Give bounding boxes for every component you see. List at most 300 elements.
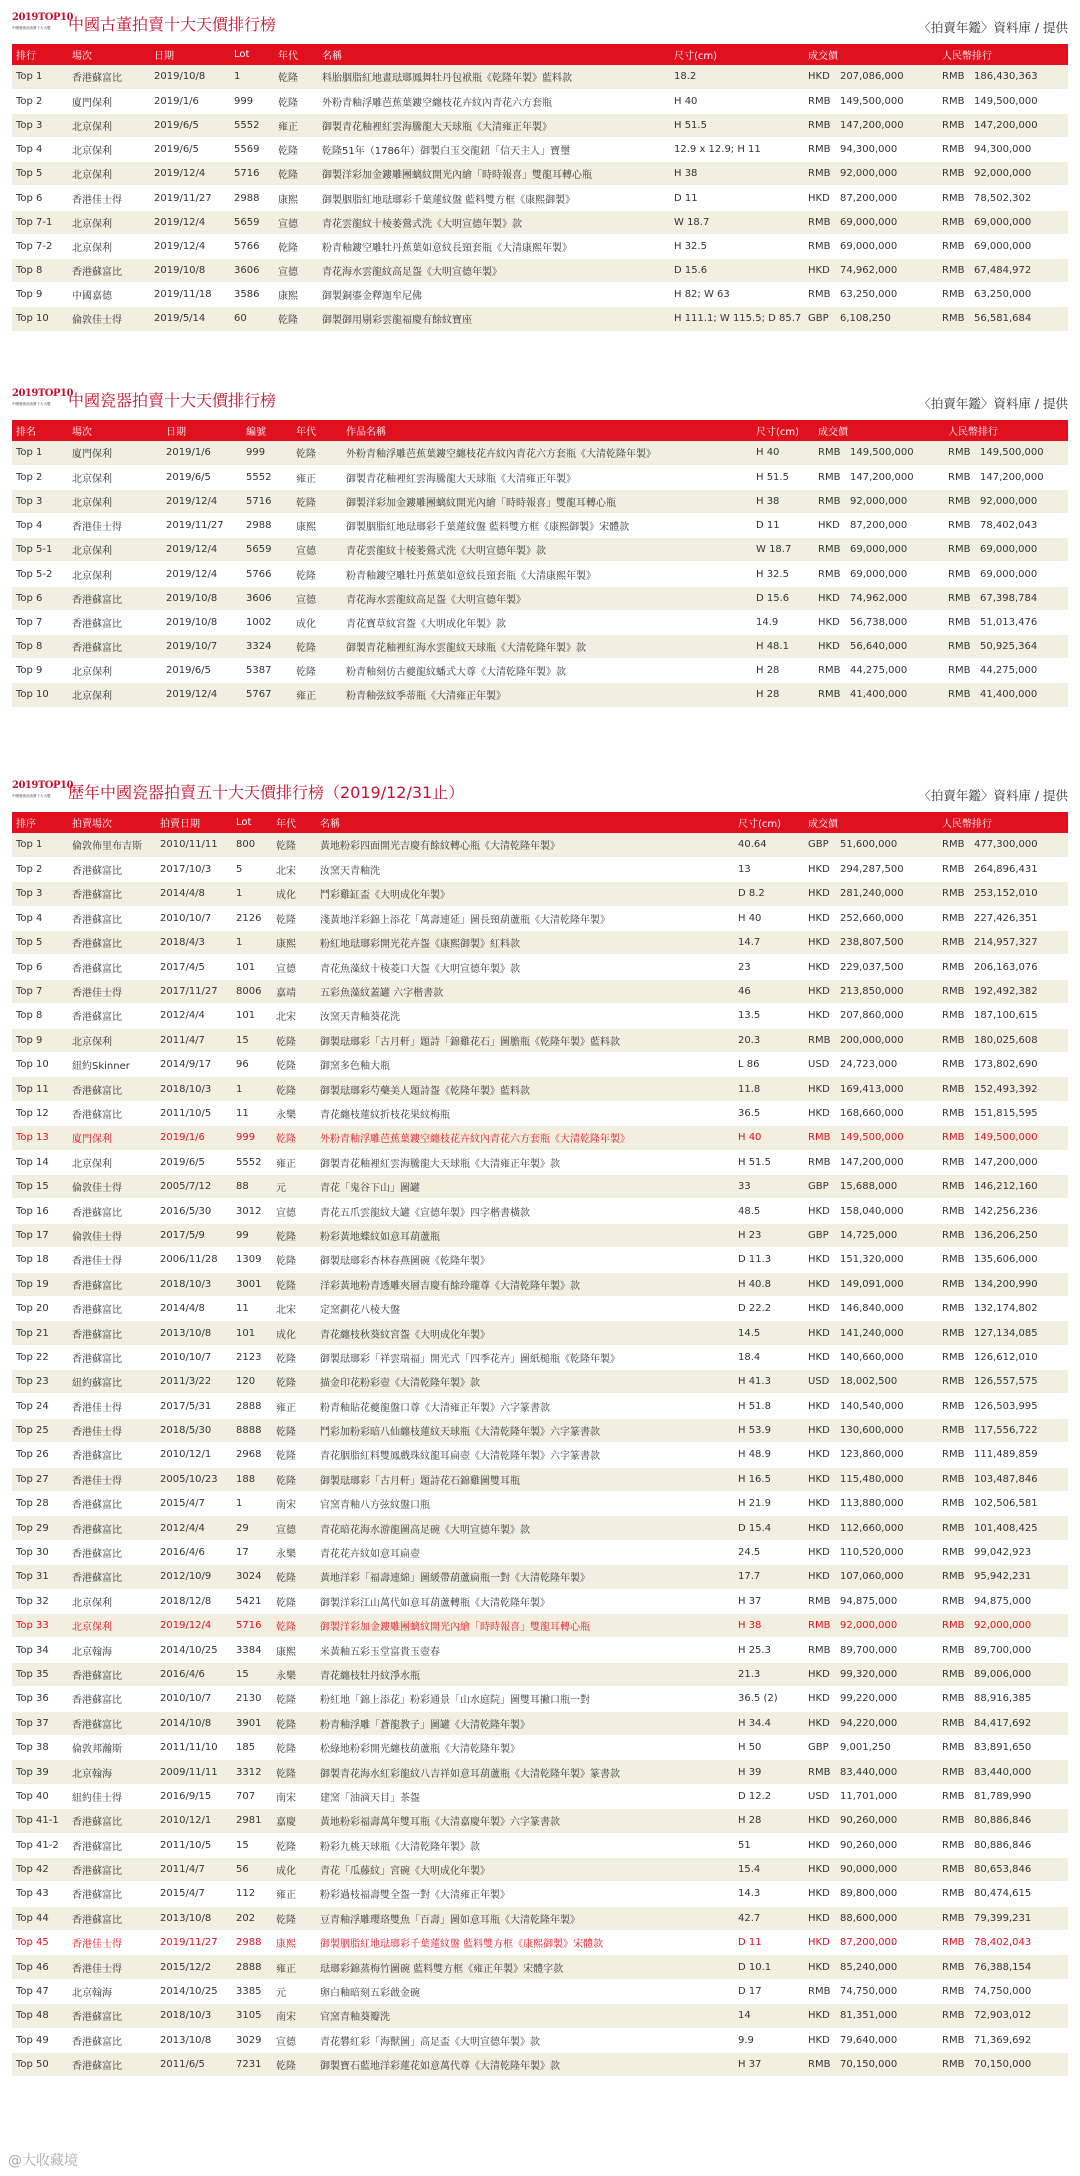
- cell-size: D 12.2: [734, 1784, 804, 1808]
- amount: 117,556,722: [974, 1425, 1038, 1437]
- cell-house: 香港蘇富比: [68, 1906, 156, 1930]
- cell-rank: Top 12: [12, 1101, 68, 1125]
- amount: 264,896,431: [974, 864, 1038, 876]
- cell-price: [804, 833, 938, 857]
- currency-code: RMB: [942, 1473, 965, 1485]
- table-row: [12, 1004, 1068, 1028]
- cell-house: 香港佳士得: [68, 979, 156, 1003]
- cell-rmb: [938, 1321, 1068, 1345]
- amount: 200,000,000: [840, 1034, 904, 1046]
- cell-era: 乾隆: [272, 1370, 316, 1394]
- amount: 69,000,000: [850, 568, 908, 580]
- cell-name: 官窯青釉八方弦紋盤口瓶: [316, 1492, 734, 1516]
- amount: 147,200,000: [840, 1156, 904, 1168]
- table-row: [12, 2053, 1068, 2077]
- amount: 9,001,250: [840, 1742, 891, 1754]
- cell-name: 御製洋彩加金鏤雕團螭紋開光內繪「時時報喜」雙龍耳轉心瓶: [316, 1614, 734, 1638]
- cell-lot: 2123: [232, 1345, 272, 1369]
- amount: 147,200,000: [974, 1156, 1038, 1168]
- currency-code: RMB: [948, 568, 971, 580]
- cell-size: H 111.1; W 115.5; D 85.7: [670, 307, 804, 331]
- column-header: 成交價: [814, 420, 944, 441]
- cell-size: H 51.5: [752, 465, 814, 489]
- cell-lot: 56: [232, 1857, 272, 1881]
- currency-code: USD: [808, 1059, 830, 1071]
- cell-rank: Top 47: [12, 1979, 68, 2003]
- cell-era: 永樂: [272, 1540, 316, 1564]
- cell-rmb: [938, 1394, 1068, 1418]
- cell-era: 北宋: [272, 857, 316, 881]
- cell-size: 9.9: [734, 2028, 804, 2052]
- cell-house: 北京保利: [68, 489, 162, 513]
- logo-top: TOP10: [37, 388, 73, 399]
- cell-rank: Top 5: [12, 162, 68, 186]
- cell-rank: Top 11: [12, 1077, 68, 1101]
- cell-rmb: [938, 1931, 1068, 1955]
- cell-era: 康熙: [272, 931, 316, 955]
- amount: 92,000,000: [840, 1620, 898, 1632]
- cell-size: 46: [734, 979, 804, 1003]
- cell-lot: 2988: [242, 514, 292, 538]
- cell-size: H 40.8: [734, 1272, 804, 1296]
- column-header: 場次: [68, 420, 162, 441]
- cell-rank: Top 30: [12, 1540, 68, 1564]
- table-row: [12, 1321, 1068, 1345]
- currency-code: RMB: [948, 641, 971, 653]
- cell-price: [804, 1784, 938, 1808]
- currency-code: RMB: [818, 495, 841, 507]
- cell-rmb: [938, 2053, 1068, 2077]
- cell-rmb: [938, 1662, 1068, 1686]
- amount: 18,002,500: [840, 1376, 898, 1388]
- currency-code: HKD: [808, 192, 830, 204]
- cell-rank: Top 2: [12, 89, 68, 113]
- cell-date: 2018/4/3: [156, 931, 232, 955]
- table-row: [12, 1760, 1068, 1784]
- cell-house: 北京翰海: [68, 1979, 156, 2003]
- cell-lot: 101: [232, 955, 272, 979]
- cell-lot: 5421: [232, 1589, 272, 1613]
- amount: 71,369,692: [974, 2034, 1032, 2046]
- cell-rmb: [938, 162, 1068, 186]
- cell-house: 香港蘇富比: [68, 906, 156, 930]
- cell-size: 18.4: [734, 1345, 804, 1369]
- cell-rmb: [938, 1857, 1068, 1881]
- cell-price: [814, 514, 944, 538]
- amount: 126,503,995: [974, 1400, 1038, 1412]
- cell-house: 香港蘇富比: [68, 1711, 156, 1735]
- cell-name: 粉彩九桃天球瓶《大清乾隆年製》款: [316, 1833, 734, 1857]
- cell-rmb: [944, 465, 1068, 489]
- cell-era: 北宋: [272, 1004, 316, 1028]
- cell-lot: 99: [232, 1223, 272, 1247]
- amount: 127,134,085: [974, 1327, 1038, 1339]
- cell-era: 宣德: [292, 586, 342, 610]
- column-header: 人民幣排行: [938, 812, 1068, 833]
- amount: 74,962,000: [840, 265, 898, 277]
- cell-rmb: [938, 138, 1068, 162]
- cell-name: 青花花卉紋如意耳扁壺: [316, 1540, 734, 1564]
- amount: 123,860,000: [840, 1449, 904, 1461]
- table-row: [12, 259, 1068, 283]
- currency-code: RMB: [942, 1376, 965, 1388]
- cell-price: [804, 1906, 938, 1930]
- cell-price: [804, 955, 938, 979]
- amount: 151,320,000: [840, 1254, 904, 1266]
- currency-code: HKD: [808, 1254, 830, 1266]
- cell-date: 2017/4/5: [156, 955, 232, 979]
- column-header: 人民幣排行: [944, 420, 1068, 441]
- currency-code: HKD: [808, 1278, 830, 1290]
- cell-rmb: [938, 1638, 1068, 1662]
- cell-date: 2005/10/23: [156, 1467, 232, 1491]
- amount: 87,200,000: [840, 1937, 898, 1949]
- cell-rank: Top 49: [12, 2028, 68, 2052]
- cell-lot: 3606: [242, 586, 292, 610]
- cell-rmb: [938, 1540, 1068, 1564]
- table-row: [12, 683, 1068, 707]
- cell-price: [814, 489, 944, 513]
- currency-code: GBP: [808, 839, 829, 851]
- cell-era: 乾隆: [272, 1272, 316, 1296]
- cell-house: 香港蘇富比: [68, 2028, 156, 2052]
- cell-lot: 1309: [232, 1248, 272, 1272]
- cell-size: H 39: [734, 1760, 804, 1784]
- cell-era: 永樂: [272, 1662, 316, 1686]
- cell-size: H 32.5: [752, 562, 814, 586]
- cell-name: 粉青釉貼花夔龍盤口尊《大清雍正年製》六字篆書款: [316, 1394, 734, 1418]
- cell-name: 粉青釉鏤空雕牡丹蕉葉如意紋長頸套瓶《大清康熙年製》: [318, 234, 670, 258]
- amount: 294,287,500: [840, 864, 904, 876]
- currency-code: RMB: [948, 520, 971, 532]
- cell-price: [804, 931, 938, 955]
- amount: 110,520,000: [840, 1547, 904, 1559]
- table-row: [12, 186, 1068, 210]
- cell-size: 23: [734, 955, 804, 979]
- currency-code: HKD: [808, 1449, 830, 1461]
- amount: 79,640,000: [840, 2034, 898, 2046]
- cell-price: [804, 2004, 938, 2028]
- cell-rmb: [938, 1223, 1068, 1247]
- cell-price: [804, 1223, 938, 1247]
- watermark: @大收藏境: [8, 2153, 78, 2169]
- top10-logo: [12, 384, 73, 412]
- cell-house: 北京保利: [68, 138, 150, 162]
- table-row: [12, 489, 1068, 513]
- cell-rmb: [938, 1979, 1068, 2003]
- cell-era: 乾隆: [272, 906, 316, 930]
- currency-code: RMB: [942, 864, 965, 876]
- cell-lot: 3029: [232, 2028, 272, 2052]
- cell-price: [804, 1174, 938, 1198]
- cell-era: 雍正: [292, 465, 342, 489]
- column-header: 日期: [162, 420, 242, 441]
- amount: 146,840,000: [840, 1303, 904, 1315]
- cell-price: [804, 210, 938, 234]
- section-header: [12, 8, 1068, 44]
- cell-name: 御製御用剔彩雲龍福慶有餘紋寶座: [318, 307, 670, 331]
- amount: 92,000,000: [974, 168, 1032, 180]
- cell-price: [804, 1467, 938, 1491]
- cell-size: 20.3: [734, 1028, 804, 1052]
- amount: 149,500,000: [850, 447, 914, 459]
- cell-date: 2011/4/7: [156, 1857, 232, 1881]
- cell-size: 12.9 x 12.9; H 11: [670, 138, 804, 162]
- cell-date: 2017/5/9: [156, 1223, 232, 1247]
- currency-code: HKD: [808, 71, 830, 83]
- cell-house: 廈門保利: [68, 89, 150, 113]
- cell-rmb: [938, 1614, 1068, 1638]
- cell-size: D 11: [752, 514, 814, 538]
- cell-size: H 37: [734, 2053, 804, 2077]
- table-row: [12, 441, 1068, 465]
- cell-era: 雍正: [272, 1150, 316, 1174]
- cell-name: 外粉青釉浮雕芭蕉葉鏤空纏枝花卉紋內青花六方套瓶: [318, 89, 670, 113]
- amount: 78,402,043: [974, 1937, 1032, 1949]
- currency-code: USD: [808, 1790, 830, 1802]
- amount: 107,060,000: [840, 1571, 904, 1583]
- cell-house: 香港蘇富比: [68, 2004, 156, 2028]
- cell-name: 青花海水雲龍紋高足盌《大明宣德年製》: [318, 259, 670, 283]
- cell-rmb: [944, 635, 1068, 659]
- cell-name: 御製琺瑯彩「古月軒」題詩花石錦雞圖雙耳瓶: [316, 1467, 734, 1491]
- cell-rank: Top 6: [12, 186, 68, 210]
- cell-era: 乾隆: [292, 635, 342, 659]
- cell-era: 雍正: [272, 1394, 316, 1418]
- cell-date: 2005/7/12: [156, 1174, 232, 1198]
- cell-house: 香港佳士得: [68, 1394, 156, 1418]
- cell-name: 料胎胭脂紅地畫琺瑯鳳舞牡丹包袱瓶《乾隆年製》藍料款: [318, 65, 670, 89]
- amount: 112,660,000: [840, 1522, 904, 1534]
- cell-rank: Top 7-1: [12, 210, 68, 234]
- cell-rmb: [938, 1492, 1068, 1516]
- table-row: [12, 979, 1068, 1003]
- cell-name: 御製洋彩加金鏤雕團螭紋開光內繪「時時報喜」雙龍耳轉心瓶: [342, 489, 752, 513]
- cell-era: 南宋: [272, 2004, 316, 2028]
- cell-lot: 2988: [230, 186, 274, 210]
- cell-house: 香港蘇富比: [68, 1662, 156, 1686]
- cell-date: 2019/10/8: [150, 65, 230, 89]
- currency-code: RMB: [948, 544, 971, 556]
- cell-rmb: [938, 1077, 1068, 1101]
- currency-code: RMB: [942, 216, 965, 228]
- currency-code: RMB: [808, 289, 831, 301]
- currency-code: HKD: [808, 1547, 830, 1559]
- cell-price: [804, 1492, 938, 1516]
- amount: 207,086,000: [840, 71, 904, 83]
- cell-era: 元: [272, 1174, 316, 1198]
- table-row: [12, 659, 1068, 683]
- cell-house: 北京保利: [68, 234, 150, 258]
- cell-size: D 11.3: [734, 1248, 804, 1272]
- cell-rmb: [938, 1028, 1068, 1052]
- currency-code: RMB: [942, 1449, 965, 1461]
- table-row: [12, 931, 1068, 955]
- amount: 41,400,000: [850, 689, 908, 701]
- cell-size: H 48.1: [752, 635, 814, 659]
- cell-rank: Top 4: [12, 514, 68, 538]
- currency-code: RMB: [942, 2010, 965, 2022]
- amount: 151,815,595: [974, 1107, 1038, 1119]
- cell-rank: Top 4: [12, 906, 68, 930]
- cell-name: 御製青花釉裡紅雲海騰龍大天球瓶《大清雍正年製》: [318, 113, 670, 137]
- cell-rmb: [944, 489, 1068, 513]
- cell-rmb: [938, 1735, 1068, 1759]
- cell-rmb: [938, 1467, 1068, 1491]
- cell-size: 21.3: [734, 1662, 804, 1686]
- cell-rank: Top 5: [12, 931, 68, 955]
- cell-house: 香港蘇富比: [68, 1272, 156, 1296]
- cell-lot: 5766: [230, 234, 274, 258]
- table-row: [12, 1711, 1068, 1735]
- amount: 92,000,000: [840, 168, 898, 180]
- cell-era: 宣德: [272, 1516, 316, 1540]
- table-row: [12, 1809, 1068, 1833]
- cell-rmb: [944, 683, 1068, 707]
- currency-code: HKD: [808, 1693, 830, 1705]
- cell-rmb: [944, 441, 1068, 465]
- cell-price: [804, 1248, 938, 1272]
- cell-name: 御製琺瑯彩杏林春燕圖碗《乾隆年製》: [316, 1248, 734, 1272]
- currency-code: RMB: [818, 544, 841, 556]
- cell-lot: 5716: [230, 162, 274, 186]
- currency-code: RMB: [942, 1254, 965, 1266]
- cell-era: 成化: [272, 1321, 316, 1345]
- cell-house: 香港蘇富比: [68, 610, 162, 634]
- cell-size: D 15.4: [734, 1516, 804, 1540]
- amount: 253,152,010: [974, 888, 1038, 900]
- currency-code: RMB: [942, 1668, 965, 1680]
- amount: 94,220,000: [840, 1717, 898, 1729]
- table-row: [12, 1101, 1068, 1125]
- cell-lot: 2981: [232, 1809, 272, 1833]
- cell-size: W 18.7: [752, 538, 814, 562]
- cell-date: 2017/11/27: [156, 979, 232, 1003]
- cell-house: 北京保利: [68, 113, 150, 137]
- cell-price: [814, 683, 944, 707]
- top10-logo: [12, 776, 73, 804]
- section-porcelain-top10: [12, 384, 1068, 708]
- column-header: 排行: [12, 44, 68, 65]
- amount: 90,260,000: [840, 1815, 898, 1827]
- cell-rmb: [938, 307, 1068, 331]
- table-row: [12, 1979, 1068, 2003]
- currency-code: HKD: [808, 1815, 830, 1827]
- table-row: [12, 465, 1068, 489]
- cell-name: 鬥彩加粉彩暗八仙纏枝蓮紋天球瓶《大清乾隆年製》六字篆書款: [316, 1418, 734, 1442]
- cell-era: 宣德: [292, 538, 342, 562]
- cell-era: 乾隆: [272, 1223, 316, 1247]
- currency-code: RMB: [942, 888, 965, 900]
- cell-price: [804, 1735, 938, 1759]
- cell-name: 松綠地粉彩開光纏枝葫蘆瓶《大清乾隆年製》: [316, 1735, 734, 1759]
- cell-lot: 999: [230, 89, 274, 113]
- cell-rank: Top 8: [12, 1004, 68, 1028]
- cell-name: 汝窯天青釉洗: [316, 857, 734, 881]
- currency-code: RMB: [942, 192, 965, 204]
- cell-house: 倫敦佳士得: [68, 1223, 156, 1247]
- cell-era: 成化: [272, 882, 316, 906]
- currency-code: HKD: [808, 937, 830, 949]
- amount: 168,660,000: [840, 1107, 904, 1119]
- cell-name: 御製琺瑯彩「祥雲瑞福」開光式「四季花卉」圖紙槌瓶《乾隆年製》: [316, 1345, 734, 1369]
- section-antiques-top10: [12, 8, 1068, 332]
- cell-name: 青花寶草紋宮盌《大明成化年製》款: [342, 610, 752, 634]
- cell-date: 2019/10/8: [162, 586, 242, 610]
- amount: 79,399,231: [974, 1912, 1032, 1924]
- amount: 111,489,859: [974, 1449, 1038, 1461]
- currency-code: HKD: [818, 641, 840, 653]
- cell-era: 乾隆: [272, 833, 316, 857]
- cell-rmb: [938, 89, 1068, 113]
- cell-size: H 40: [734, 1126, 804, 1150]
- amount: 87,200,000: [840, 192, 898, 204]
- currency-code: RMB: [942, 1400, 965, 1412]
- amount: 99,320,000: [840, 1668, 898, 1680]
- cell-date: 2019/12/4: [150, 210, 230, 234]
- cell-price: [814, 562, 944, 586]
- currency-code: RMB: [942, 1059, 965, 1071]
- cell-size: H 40: [752, 441, 814, 465]
- currency-code: RMB: [942, 961, 965, 973]
- cell-lot: 101: [232, 1321, 272, 1345]
- currency-code: RMB: [818, 447, 841, 459]
- cell-price: [804, 882, 938, 906]
- column-header: 年代: [292, 420, 342, 441]
- table-row: [12, 1028, 1068, 1052]
- cell-era: 乾隆: [274, 65, 318, 89]
- cell-size: 14.5: [734, 1321, 804, 1345]
- cell-size: H 28: [752, 683, 814, 707]
- cell-rank: Top 2: [12, 857, 68, 881]
- currency-code: RMB: [942, 1425, 965, 1437]
- cell-lot: 1: [232, 1077, 272, 1101]
- cell-lot: 7231: [232, 2053, 272, 2077]
- cell-price: [804, 2053, 938, 2077]
- currency-code: RMB: [942, 1132, 965, 1144]
- currency-code: HKD: [808, 1571, 830, 1583]
- column-header: 拍賣日期: [156, 812, 232, 833]
- cell-rank: Top 7-2: [12, 234, 68, 258]
- table-row: [12, 1784, 1068, 1808]
- cell-date: 2014/10/25: [156, 1638, 232, 1662]
- currency-code: HKD: [808, 1473, 830, 1485]
- currency-code: USD: [808, 1376, 830, 1388]
- currency-code: HKD: [808, 986, 830, 998]
- amount: 88,600,000: [840, 1912, 898, 1924]
- cell-rmb: [938, 1906, 1068, 1930]
- cell-date: 2013/10/8: [156, 1906, 232, 1930]
- amount: 83,891,650: [974, 1742, 1032, 1754]
- currency-code: HKD: [808, 1205, 830, 1217]
- cell-rank: Top 27: [12, 1467, 68, 1491]
- cell-era: 乾隆: [292, 489, 342, 513]
- amount: 94,875,000: [840, 1595, 898, 1607]
- cell-date: 2015/4/7: [156, 1882, 232, 1906]
- cell-house: 香港蘇富比: [68, 586, 162, 610]
- cell-size: H 51.5: [734, 1150, 804, 1174]
- currency-code: RMB: [942, 95, 965, 107]
- cell-rmb: [938, 882, 1068, 906]
- cell-price: [804, 1760, 938, 1784]
- cell-rmb: [938, 1053, 1068, 1077]
- amount: 70,150,000: [974, 2059, 1032, 2071]
- currency-code: RMB: [942, 1742, 965, 1754]
- cell-house: 北京保利: [68, 659, 162, 683]
- amount: 80,474,615: [974, 1888, 1032, 1900]
- currency-code: RMB: [948, 616, 971, 628]
- cell-house: 倫敦佳士得: [68, 1174, 156, 1198]
